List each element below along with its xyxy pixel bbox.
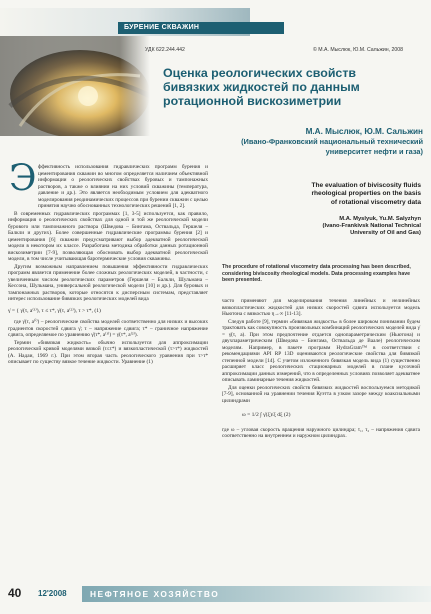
drilling-photo-image (0, 36, 150, 136)
paragraph: где ω – угловая скорость вращения наружного цилиндра; τ₁, τ₂ – напряжения сдвига соответственно на внутреннем и наружном цилиндрах. (222, 426, 420, 439)
drop-cap-letter: Э (9, 160, 37, 194)
udk-code: УДК 622.244.442 (145, 47, 185, 53)
english-authors (306, 216, 421, 238)
english-organization: (Ivano-Frankivsk National Technical University of Oil and Gas) (322, 223, 421, 237)
authors-ru: М.А. Мыслюк, Ю.М. Сальжин (305, 127, 423, 136)
paragraph: часто применяют для моделирования течения линейных и нелинейных вязкопластических жидкостей для низких скоростей сдвига используется модель Ньютона с вязкостью η→∞ [11-13]. (222, 298, 420, 317)
header-photo (0, 36, 150, 136)
article-title: Оценка реологических свойств бивязких жидкостей по данным ротационной вискозиметрии (163, 66, 360, 108)
equation-1: γ̇ = { γ̇(τ, a⁽¹⁾), τ ≤ τ*, γ̇(τ, a⁽²⁾), τ > τ*, (1) (8, 307, 101, 314)
right-column (222, 298, 420, 441)
paragraph: Другим возможным направлением повышения эффективности гидравлических программ является применение более сложных реологических моделей, в частности, с увеличенным числом реологических параметров (Гершеля – Балкли, Шульмана – Кессона, Шульмана, универсальной реологической модели [10] и др.). Для буровых и тампонажных растворов, которые относятся к дисперсным системам, представляет интерес использование бивязких реологических моделей вида (8, 263, 208, 302)
header-bar (0, 0, 431, 36)
paragraph: Следуя работе [9], термин «бивязкая жидкость» в более широком понимании будем трактовать как совокупность произвольных комбинаций реологических моделей вида γ̇ = γ̇(τ, a). При этом предпочтение отдается однопараметрическим (Ньютона) и двухпараметрическим (Шведова – Бингама, Оствальда де Ваале) реологическим моделям. Например, в пакете программ HydraGram™ в соответствии с рекомендациями API RP 13D оцениваются реологические свойства для бивязкой степенной модели [14]. С учетом изложенного бивязкая модель вида (1) существенно расширяет класс реологических стационарных моделей в плане кусочной аппроксимации данных измерений, что в определенных условиях позволяет адекватнее описывать ламинарные течения жидкостей. (222, 318, 420, 383)
paragraph: Для оценки реологических свойств бивязких жидкостей воспользуемся методикой [7-9], основанной на уравнении течения Куэтта в узком зазоре между коаксиальными цилиндрами (222, 384, 420, 404)
english-abstract: The procedure of rotational viscometry data processing has been described, considering biviscosity rheological models. Data processing examples have been presented. (222, 264, 411, 284)
page-number: 40 (8, 586, 22, 600)
english-title: The evaluation of biviscosity fluids rheological properties on the basis of rotational viscometry data (311, 182, 421, 206)
left-column (8, 164, 208, 367)
issue-date: 12'2008 (38, 589, 67, 598)
paragraph: где γ̇(τ, a⁽ⁱ⁾) – реологические свойства моделей соответственно для низких и высоких градиентов скоростей сдвига γ̇; τ – напряжение сдвига; τ* – граничное напряжение сдвига, определяемое по уравнению γ̇(τ*, a⁽¹⁾) = γ̇(τ*, a⁽²⁾). (8, 319, 208, 338)
paragraph: Термин «бивязкая жидкость» обычно используется для аппроксимации реологической кривой моделями вязкой (τ≤τ*) и вязкопластической (τ>τ*) жидкостей (А. Надаи, 1969 г.). При этом вторая часть реологического уравнения при τ>τ* описывает по существу вязкое течение жидкости. Уравнение (1) (8, 339, 208, 365)
equation-2: ω = 1/2 ∫ γ̇(ξ)/ξ dξ (2) (242, 412, 291, 418)
english-author-names: M.A. Myslyuk, Yu.M. Salyzhyn (339, 216, 421, 222)
organization-ru: (Ивано-Франковский национальный технический университет нефти и газа) (241, 137, 423, 156)
paragraph: ффективность использования гидравлических программ бурения и цементирования скважин во многом определяется наличием объективной информации о реологических свойствах буровых и тампонажных растворов, а также о влиянии на них условий скважины (температура, давление и др.). Это является необходимым условием для адекватного моделирования реодинамических процессов при бурении скважин с целью принятия научно обоснованных технологических решений [1, 2]. (38, 164, 208, 209)
magazine-name: НЕФТЯНОЕ ХОЗЯЙСТВО (90, 589, 220, 599)
copyright: © М.А. Мыслюк, Ю.М. Сальжин, 2008 (313, 47, 404, 53)
section-label: БУРЕНИЕ СКВАЖИН (118, 22, 284, 34)
paragraph: В современных гидравлических программах [1, 3-5] используется, как правило, информация о реологических свойствах для одной и той же реологической модели бурового или тампонажного раствора (Шведова – Бингама, Оствальда, Гершеля – Балкли и других). Более совершенные гидравлические программы бурения [2] и цементирования [6] скважин предусматривают выбор адекватной реологической модели в некотором их классе. Разработана методика обработки данных ротационной вискозиметрии [7-9], позволяющая обосновать выбор адекватной реологической модели, в том числе учитывающая баротермические условия скважины. (8, 210, 208, 262)
